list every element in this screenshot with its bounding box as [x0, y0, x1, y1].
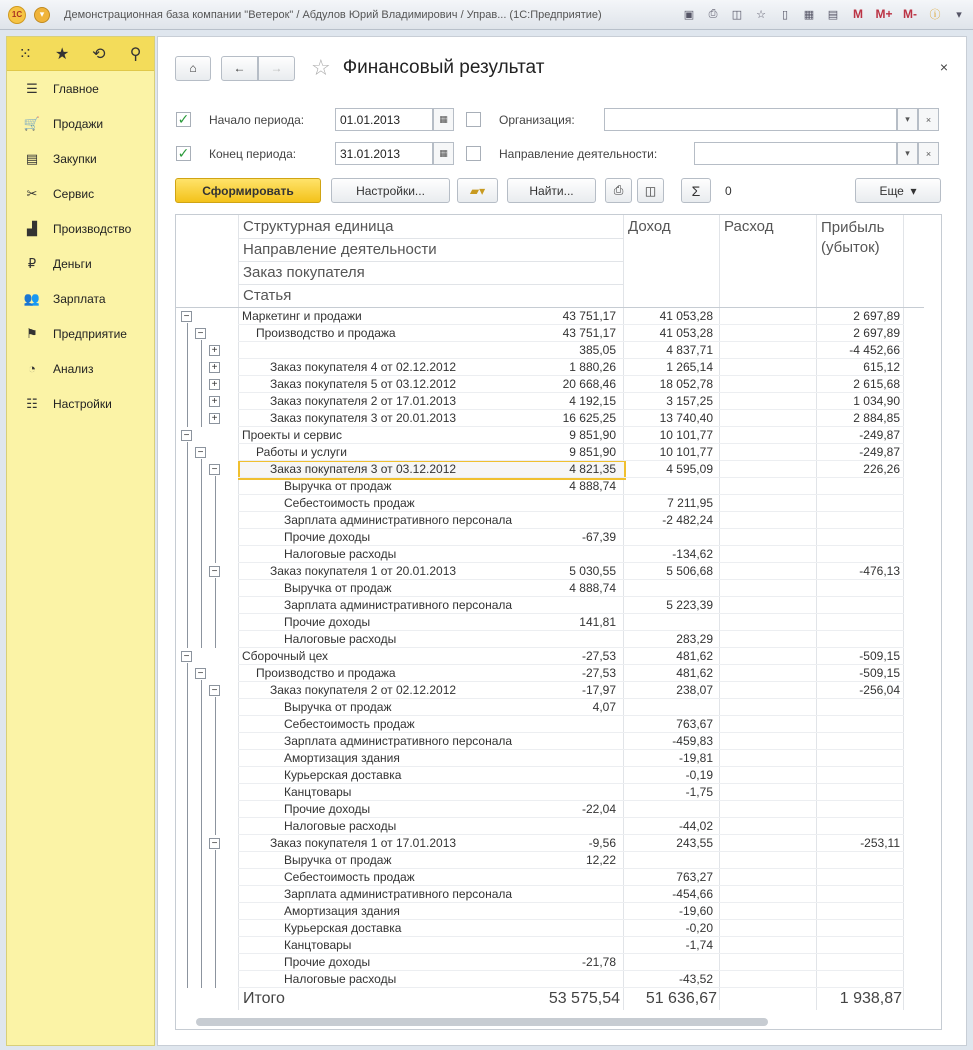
expand-icon[interactable]: + [209, 396, 220, 407]
table-row[interactable] [238, 801, 904, 818]
total-income: 53 575,54 [548, 990, 620, 1007]
cell-name: Заказ покупателя 3 от 03.12.2012 [270, 462, 457, 476]
collapse-icon[interactable]: − [209, 566, 220, 577]
cell-expense: -0,19 [685, 768, 713, 782]
cell-expense: -43,52 [678, 972, 713, 986]
header-expense[interactable]: Расход [724, 218, 774, 235]
cell-name: Курьерская доставка [284, 921, 402, 935]
memory-m-button[interactable]: M [853, 7, 863, 21]
cell-name: Заказ покупателя 2 от 02.12.2012 [270, 683, 457, 697]
horizontal-scrollbar[interactable] [196, 1018, 768, 1026]
sidebar-item-label: Продажи [53, 116, 104, 131]
cell-income: -27,53 [581, 666, 616, 680]
settings-button[interactable]: Настройки... [331, 178, 450, 203]
cell-expense: 41 053,28 [659, 326, 713, 340]
tree-line [187, 323, 188, 427]
cell-income: 16 625,25 [562, 411, 616, 425]
chevron-down-icon[interactable]: ▾ [897, 108, 918, 131]
cell-income: 12,22 [585, 853, 616, 867]
cell-name: Производство и продажа [256, 666, 396, 680]
cell-expense: 13 740,40 [659, 411, 713, 425]
header-structural-unit[interactable]: Структурная единица [243, 218, 394, 235]
title-bar [0, 0, 973, 30]
cell-expense: -19,60 [678, 904, 713, 918]
table-row[interactable] [238, 342, 904, 359]
section-icon: ▟ [27, 220, 37, 236]
table-row[interactable] [238, 410, 904, 427]
apps-grid-icon[interactable]: ⁙ [18, 45, 33, 63]
expand-icon[interactable]: + [209, 362, 220, 373]
cell-profit: 2 615,68 [853, 377, 900, 391]
tree-line [215, 850, 216, 988]
cell-name: Налоговые расходы [284, 819, 397, 833]
cell-expense: -19,81 [678, 751, 713, 765]
table-row[interactable] [238, 665, 904, 682]
main-menu-icon[interactable]: ▾ [34, 7, 50, 23]
star-icon[interactable]: ★ [54, 45, 70, 63]
cell-expense: 5 506,68 [666, 564, 713, 578]
cell-name: Налоговые расходы [284, 972, 397, 986]
app-logo-icon: 1С [8, 6, 26, 24]
cell-income: -9,56 [588, 836, 616, 850]
cell-name: Налоговые расходы [284, 547, 397, 561]
collapse-icon[interactable]: − [195, 447, 206, 458]
total-profit: 1 938,87 [839, 990, 902, 1007]
section-icon: ☷ [26, 395, 38, 411]
organization-label: Организация: [499, 113, 575, 127]
cell-expense: 763,67 [676, 717, 713, 731]
cell-income: 9 851,90 [569, 428, 616, 442]
cell-income: 20 668,46 [562, 377, 616, 391]
print-icon[interactable]: ⎙ [605, 178, 632, 203]
cell-income: -22,04 [581, 802, 616, 816]
cell-expense: -459,83 [672, 734, 713, 748]
cell-income: 4,07 [592, 700, 616, 714]
favorites-icon[interactable]: ☆ [756, 8, 766, 21]
cell-profit: -256,04 [859, 683, 900, 697]
sidebar [6, 36, 155, 1046]
section-icon: ₽ [27, 255, 37, 271]
header-customer-order[interactable]: Заказ покупателя [243, 264, 365, 281]
cell-expense: 4 837,71 [666, 343, 713, 357]
total-expense: 51 636,67 [645, 990, 717, 1007]
sidebar-item-2[interactable] [7, 141, 154, 176]
header-activity-direction[interactable]: Направление деятельности [243, 241, 437, 258]
chevron-down-icon[interactable]: ▾ [956, 8, 962, 21]
cell-name: Канцтовары [284, 785, 352, 799]
table-row[interactable] [238, 682, 904, 699]
cell-expense: -44,02 [678, 819, 713, 833]
cell-name: Зарплата административного персонала [284, 598, 513, 612]
cell-name: Проекты и сервис [242, 428, 342, 442]
cell-profit: 1 034,90 [853, 394, 900, 408]
table-row[interactable] [238, 886, 904, 903]
cell-income: -17,97 [581, 683, 616, 697]
cell-name: Заказ покупателя 5 от 03.12.2012 [270, 377, 457, 391]
clear-icon[interactable]: × [918, 142, 939, 165]
cell-profit: -4 452,66 [849, 343, 900, 357]
cell-name: Зарплата административного персонала [284, 513, 513, 527]
sidebar-item-6[interactable] [7, 281, 154, 316]
sidebar-item-8[interactable] [7, 351, 154, 386]
clear-icon[interactable]: × [918, 108, 939, 131]
cell-expense: 763,27 [676, 870, 713, 884]
cell-expense: -1,74 [685, 938, 713, 952]
sidebar-item-0[interactable] [7, 71, 154, 106]
collapse-icon[interactable]: − [195, 668, 206, 679]
table-row[interactable] [238, 546, 904, 563]
cell-profit: -509,15 [859, 666, 900, 680]
cell-income: 4 192,15 [569, 394, 616, 408]
sidebar-item-label: Закупки [53, 151, 97, 166]
cell-name: Прочие доходы [284, 615, 371, 629]
cell-expense: 41 053,28 [659, 309, 713, 323]
cell-profit: 2 697,89 [853, 309, 900, 323]
section-icon: ◔ [28, 361, 36, 376]
print-icon[interactable]: ⎙ [708, 7, 718, 20]
sidebar-item-label: Главное [53, 81, 99, 96]
preview-icon[interactable]: ◫ [637, 178, 664, 203]
collapse-icon[interactable]: − [181, 311, 192, 322]
collapse-icon[interactable]: − [195, 328, 206, 339]
cell-income: -21,78 [581, 955, 616, 969]
header-profit[interactable]: Прибыль (убыток) [821, 219, 885, 256]
forward-button[interactable]: → [258, 56, 295, 81]
direction-input[interactable] [694, 142, 897, 165]
info-icon[interactable]: ⓘ [929, 9, 941, 21]
total-row [238, 986, 904, 1014]
report-window [157, 36, 967, 1046]
calendar-icon[interactable]: ▤ [827, 8, 839, 21]
cell-name: Заказ покупателя 1 от 17.01.2013 [270, 836, 457, 850]
cell-expense: 1 265,14 [666, 360, 713, 374]
tree-line [201, 340, 202, 427]
table-row[interactable] [238, 903, 904, 920]
sidebar-item-1[interactable] [7, 106, 154, 141]
organization-checkbox[interactable] [466, 112, 481, 127]
table-row[interactable] [238, 393, 904, 410]
more-label: Еще [879, 183, 904, 198]
expand-icon[interactable]: + [209, 413, 220, 424]
cell-income: 4 888,74 [569, 581, 616, 595]
cell-expense: 5 223,39 [666, 598, 713, 612]
cell-income: 4 888,74 [569, 479, 616, 493]
table-row[interactable] [238, 869, 904, 886]
more-button[interactable]: Еще ▾ [855, 178, 941, 203]
header-article[interactable]: Статья [243, 287, 292, 304]
table-row[interactable] [238, 920, 904, 937]
cell-name: Выручка от продаж [284, 479, 392, 493]
cell-profit: 226,26 [863, 462, 900, 476]
section-icon: ▤ [25, 150, 39, 166]
cell-profit: 2 697,89 [853, 326, 900, 340]
cell-name: Прочие доходы [284, 955, 371, 969]
sidebar-item-label: Производство [53, 221, 132, 236]
cell-name: Зарплата административного персонала [284, 734, 513, 748]
tree-line [215, 578, 216, 648]
table-row[interactable] [238, 308, 904, 325]
cell-name: Зарплата административного персонала [284, 887, 513, 901]
table-row[interactable] [238, 648, 904, 665]
sidebar-item-label: Зарплата [53, 291, 106, 306]
cell-expense: 283,29 [676, 632, 713, 646]
table-row[interactable] [238, 376, 904, 393]
sidebar-item-7[interactable] [7, 316, 154, 351]
tree-line [187, 663, 188, 988]
back-button[interactable]: ← [221, 56, 258, 81]
cell-name: Выручка от продаж [284, 853, 392, 867]
cell-expense: 238,07 [676, 683, 713, 697]
section-icon: ✂ [26, 185, 38, 201]
cell-income: -27,53 [581, 649, 616, 663]
cell-name: Выручка от продаж [284, 700, 392, 714]
search-icon[interactable]: ⚲ [129, 45, 142, 63]
cell-profit: -509,15 [859, 649, 900, 663]
table-row[interactable] [238, 614, 904, 631]
cell-profit: -253,11 [860, 836, 900, 850]
cell-income: 385,05 [579, 343, 616, 357]
report-table[interactable] [175, 214, 942, 1030]
cell-name: Себестоимость продаж [284, 717, 415, 731]
cell-income: 141,81 [579, 615, 616, 629]
window-title: Демонстрационная база компании "Ветерок" / Абдулов Юрий Владимирович / Управ... (1С:Предприятие) [64, 8, 602, 21]
start-period-checkbox[interactable]: ✓ [177, 111, 190, 127]
organization-input[interactable] [604, 108, 897, 131]
table-row[interactable] [238, 563, 904, 580]
table-row[interactable] [238, 699, 904, 716]
table-row[interactable] [238, 716, 904, 733]
sidebar-item-label: Сервис [53, 186, 95, 201]
table-row[interactable] [238, 818, 904, 835]
cell-income: 1 880,26 [569, 360, 616, 374]
cell-name: Сборочный цех [242, 649, 328, 663]
total-label: Итого [243, 990, 285, 1007]
tree-line [201, 680, 202, 988]
cell-name: Прочие доходы [284, 802, 371, 816]
sidebar-item-9[interactable] [7, 386, 154, 421]
sum-icon[interactable]: Σ [681, 178, 711, 203]
table-row[interactable] [238, 478, 904, 495]
cell-name: Заказ покупателя 3 от 20.01.2013 [270, 411, 457, 425]
table-row[interactable] [238, 359, 904, 376]
table-row[interactable] [238, 750, 904, 767]
cell-expense: 10 101,77 [659, 445, 713, 459]
cell-expense: -1,75 [685, 785, 713, 799]
direction-checkbox[interactable] [466, 146, 481, 161]
cell-profit: -249,87 [859, 445, 900, 459]
table-row[interactable] [238, 325, 904, 342]
favorite-star-icon[interactable]: ☆ [311, 55, 331, 80]
cell-expense: -134,62 [672, 547, 713, 561]
memory-minus-button[interactable]: M- [903, 7, 917, 21]
table-row[interactable] [238, 512, 904, 529]
collapse-icon[interactable]: − [209, 838, 220, 849]
table-row[interactable] [238, 631, 904, 648]
sidebar-toolbar [7, 37, 154, 71]
sidebar-item-label: Деньги [53, 256, 92, 271]
table-row[interactable] [238, 427, 904, 444]
cell-name: Прочие доходы [284, 530, 371, 544]
collapse-icon[interactable]: − [181, 430, 192, 441]
table-row[interactable] [238, 784, 904, 801]
sidebar-item-label: Анализ [53, 361, 94, 376]
end-period-checkbox[interactable]: ✓ [177, 145, 190, 161]
close-button[interactable]: × [939, 59, 948, 75]
cell-expense: 481,62 [676, 666, 713, 680]
cell-name: Налоговые расходы [284, 632, 397, 646]
calendar-icon[interactable]: ▦ [433, 108, 454, 131]
table-row[interactable] [238, 529, 904, 546]
tree-line [201, 459, 202, 648]
cell-expense: 3 157,25 [666, 394, 713, 408]
cell-profit: -476,13 [859, 564, 900, 578]
section-icon: 🛒 [23, 115, 41, 131]
table-row[interactable] [238, 495, 904, 512]
history-icon[interactable]: ⟲ [92, 45, 106, 63]
cell-name: Амортизация здания [284, 904, 400, 918]
sidebar-item-3[interactable] [7, 176, 154, 211]
table-row[interactable] [238, 580, 904, 597]
table-row[interactable] [238, 461, 904, 478]
cell-name: Себестоимость продаж [284, 496, 415, 510]
expand-icon[interactable]: + [209, 379, 220, 390]
home-button[interactable]: ⌂ [175, 56, 211, 81]
sidebar-item-4[interactable] [7, 211, 154, 246]
cell-income: 43 751,17 [562, 309, 616, 323]
cell-name: Заказ покупателя 2 от 17.01.2013 [270, 394, 457, 408]
sidebar-item-5[interactable] [7, 246, 154, 281]
table-row[interactable] [238, 597, 904, 614]
cell-name: Производство и продажа [256, 326, 396, 340]
section-icon: ☰ [26, 80, 38, 96]
cell-name: Амортизация здания [284, 751, 400, 765]
cell-income: 4 821,35 [569, 462, 616, 476]
start-period-label: Начало периода: [209, 113, 305, 127]
table-row[interactable] [238, 954, 904, 971]
page-title: Финансовый результат [342, 57, 545, 78]
memory-plus-button[interactable]: M+ [875, 7, 893, 21]
cell-expense: 481,62 [676, 649, 713, 663]
tree-line [215, 476, 216, 563]
start-period-input[interactable]: 01.01.2013 [335, 108, 433, 131]
cell-income: 9 851,90 [569, 445, 616, 459]
expand-icon[interactable]: + [209, 345, 220, 356]
cell-expense: -454,66 [672, 887, 713, 901]
cell-expense: 7 211,95 [667, 496, 713, 510]
collapse-icon[interactable]: − [209, 464, 220, 475]
cell-name: Заказ покупателя 4 от 02.12.2012 [270, 360, 457, 374]
cell-name: Курьерская доставка [284, 768, 402, 782]
cell-income: -67,39 [581, 530, 616, 544]
sidebar-item-label: Настройки [53, 396, 112, 411]
table-row[interactable] [238, 444, 904, 461]
sidebar-item-label: Предприятие [53, 326, 127, 341]
section-icon: 👥 [23, 290, 41, 306]
cell-expense: 4 595,09 [666, 462, 713, 476]
table-row[interactable] [238, 835, 904, 852]
table-row[interactable] [238, 852, 904, 869]
chevron-down-icon[interactable]: ▾ [897, 142, 918, 165]
table-row[interactable] [238, 767, 904, 784]
calendar-icon[interactable]: ▦ [433, 142, 454, 165]
cell-profit: 2 884,85 [853, 411, 900, 425]
preview-icon[interactable]: ◫ [731, 8, 743, 21]
cell-expense: -0,20 [685, 921, 713, 935]
tree-line [215, 697, 216, 835]
table-row[interactable] [238, 937, 904, 954]
cell-expense: 18 052,78 [659, 377, 713, 391]
cell-expense: -2 482,24 [662, 513, 713, 527]
end-period-input[interactable]: 31.01.2013 [335, 142, 433, 165]
cell-income: 43 751,17 [562, 326, 616, 340]
cell-income: 5 030,55 [569, 564, 616, 578]
cell-name: Выручка от продаж [284, 581, 392, 595]
end-period-label: Конец периода: [209, 147, 297, 161]
cell-name: Работы и услуги [256, 445, 348, 459]
generate-button[interactable]: Сформировать [175, 178, 321, 203]
save-icon[interactable]: ▣ [683, 8, 695, 21]
cell-expense: 243,55 [676, 836, 713, 850]
collapse-icon[interactable]: − [181, 651, 192, 662]
header-income[interactable]: Доход [628, 218, 671, 235]
cell-name: Канцтовары [284, 938, 352, 952]
tree-line [187, 442, 188, 648]
cell-name: Заказ покупателя 1 от 20.01.2013 [270, 564, 457, 578]
collapse-icon[interactable]: − [209, 685, 220, 696]
find-button[interactable]: Найти... [507, 178, 596, 203]
cell-name: Себестоимость продаж [284, 870, 415, 884]
cell-profit: -249,87 [859, 428, 900, 442]
variants-folder-icon[interactable]: ▰▾ [457, 178, 498, 203]
cell-profit: 615,12 [863, 360, 900, 374]
table-row[interactable] [238, 733, 904, 750]
bookmark-icon[interactable]: ▯ [781, 8, 789, 21]
direction-label: Направление деятельности: [499, 147, 658, 161]
sum-value: 0 [725, 184, 732, 198]
section-icon: ⚑ [26, 325, 38, 341]
calculator-icon[interactable]: ▦ [803, 8, 815, 21]
cell-expense: 10 101,77 [659, 428, 713, 442]
cell-name: Маркетинг и продажи [242, 309, 362, 323]
